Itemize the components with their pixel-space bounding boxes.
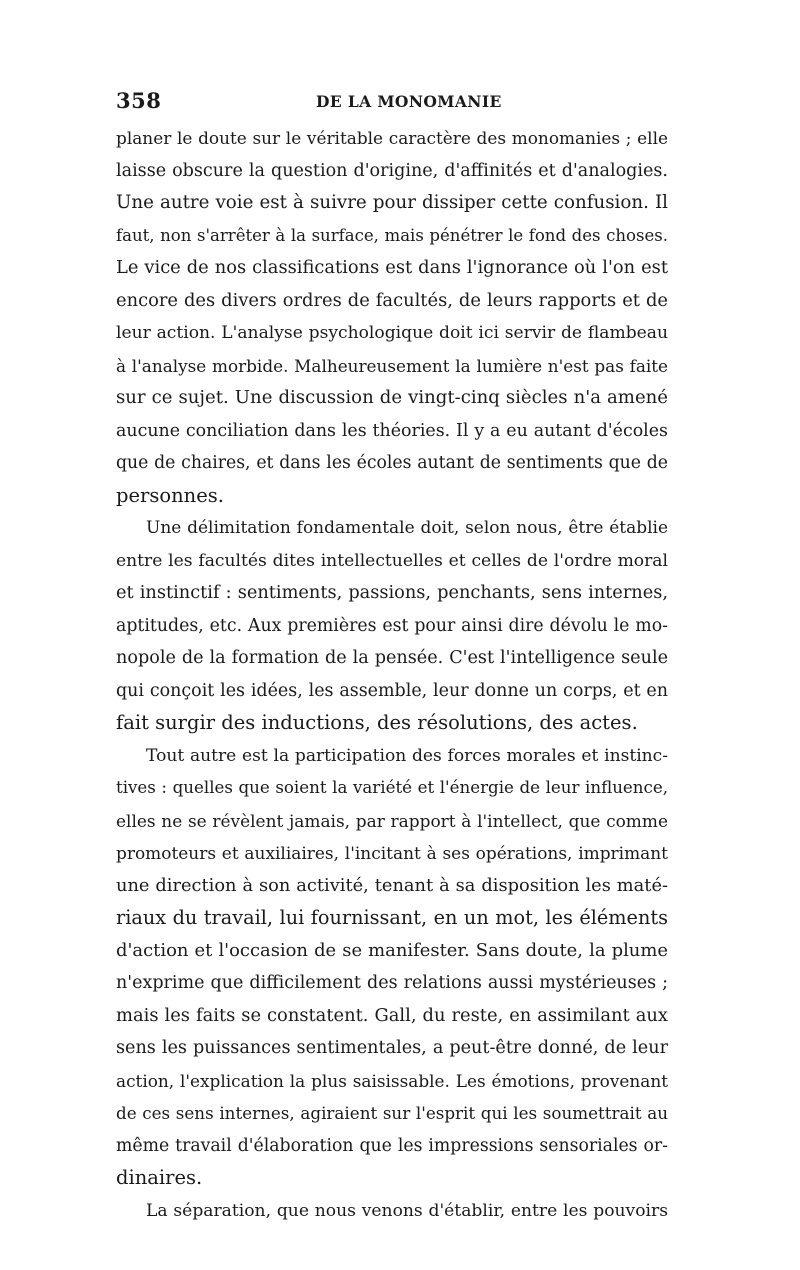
text-line: aucune conciliation dans les théories. Il y a eu autant d'écoles — [116, 420, 668, 441]
text-line: que de chaires, et dans les écoles autant de sentiments que de — [116, 453, 668, 473]
text-line: Une autre voie est à suivre pour dissiper cette confusion. Il — [116, 192, 668, 213]
text-line: planer le doute sur le véritable caractère des monomanies ; elle — [116, 128, 668, 148]
text-line: de ces sens internes, agiraient sur l'esprit qui les soumettrait au — [116, 1103, 668, 1123]
running-head — [116, 88, 668, 122]
text-line: Le vice de nos classifications est dans l'ignorance où l'on est — [116, 257, 668, 278]
text-line: sens les puissances sentimentales, a peut-être donné, de leur — [116, 1038, 668, 1058]
text-line: La séparation, que nous venons d'établir, entre les pouvoirs — [146, 1200, 668, 1221]
text-line: mais les faits se constatent. Gall, du reste, en assimilant aux — [116, 1004, 668, 1026]
text-line: leur action. L'analyse psychologique doit ici servir de flambeau — [116, 323, 668, 343]
body-text — [116, 122, 668, 1227]
text-line: riaux du travail, lui fournissant, en un mot, les éléments — [116, 906, 668, 929]
text-line: fait surgir des inductions, des résolutions, des actes. — [116, 711, 638, 734]
text-line: nopole de la formation de la pensée. C'est l'intelligence seule — [116, 648, 668, 668]
text-line: action, l'explication la plus saisissable. Les émotions, provenant — [116, 1070, 668, 1091]
text-line: Une délimitation fondamentale doit, selon nous, être établie — [146, 518, 668, 538]
text-line: sur ce sujet. Une discussion de vingt-cinq siècles n'a amené — [116, 387, 668, 408]
text-line: et instinctif : sentiments, passions, penchants, sens internes, — [116, 583, 668, 603]
text-line: d'action et l'occasion de se manifester. Sans doute, la plume — [116, 939, 668, 961]
text-line: personnes. — [116, 483, 224, 507]
text-line: faut, non s'arrêter à la surface, mais pénétrer le fond des choses. — [116, 225, 668, 245]
text-line: promoteurs et auxiliaires, l'incitant à ses opérations, imprimant — [116, 843, 668, 863]
page-number: 358 — [116, 88, 162, 113]
text-line: dinaires. — [116, 1166, 203, 1189]
text-line: même travail d'élaboration que les impressions sensoriales or- — [116, 1135, 668, 1156]
text-line: qui conçoit les idées, les assemble, leur donne un corps, et en — [116, 680, 668, 701]
text-line: Tout autre est la participation des forces morales et instinc- — [146, 745, 668, 766]
text-line: aptitudes, etc. Aux premières est pour ainsi dire dévolu le mo- — [116, 615, 668, 636]
text-line: entre les facultés dites intellectuelles et celles de l'ordre moral — [116, 550, 668, 571]
text-line: laisse obscure la question d'origine, d'affinités et d'analogies. — [116, 160, 668, 181]
text-line: une direction à son activité, tenant à sa disposition les maté- — [116, 874, 668, 896]
text-line: encore des divers ordres de facultés, de leurs rapports et de — [116, 289, 668, 311]
text-line: elles ne se révèlent jamais, par rapport à l'intellect, que comme — [116, 810, 668, 831]
text-line: tives : quelles que soient la variété et l'énergie de leur influence, — [116, 778, 668, 797]
text-line: n'exprime que difficilement des relations aussi mystérieuses ; — [116, 973, 668, 993]
running-title: DE LA MONOMANIE — [316, 92, 502, 111]
text-line: à l'analyse morbide. Malheureusement la lumière n'est pas faite — [116, 355, 668, 376]
